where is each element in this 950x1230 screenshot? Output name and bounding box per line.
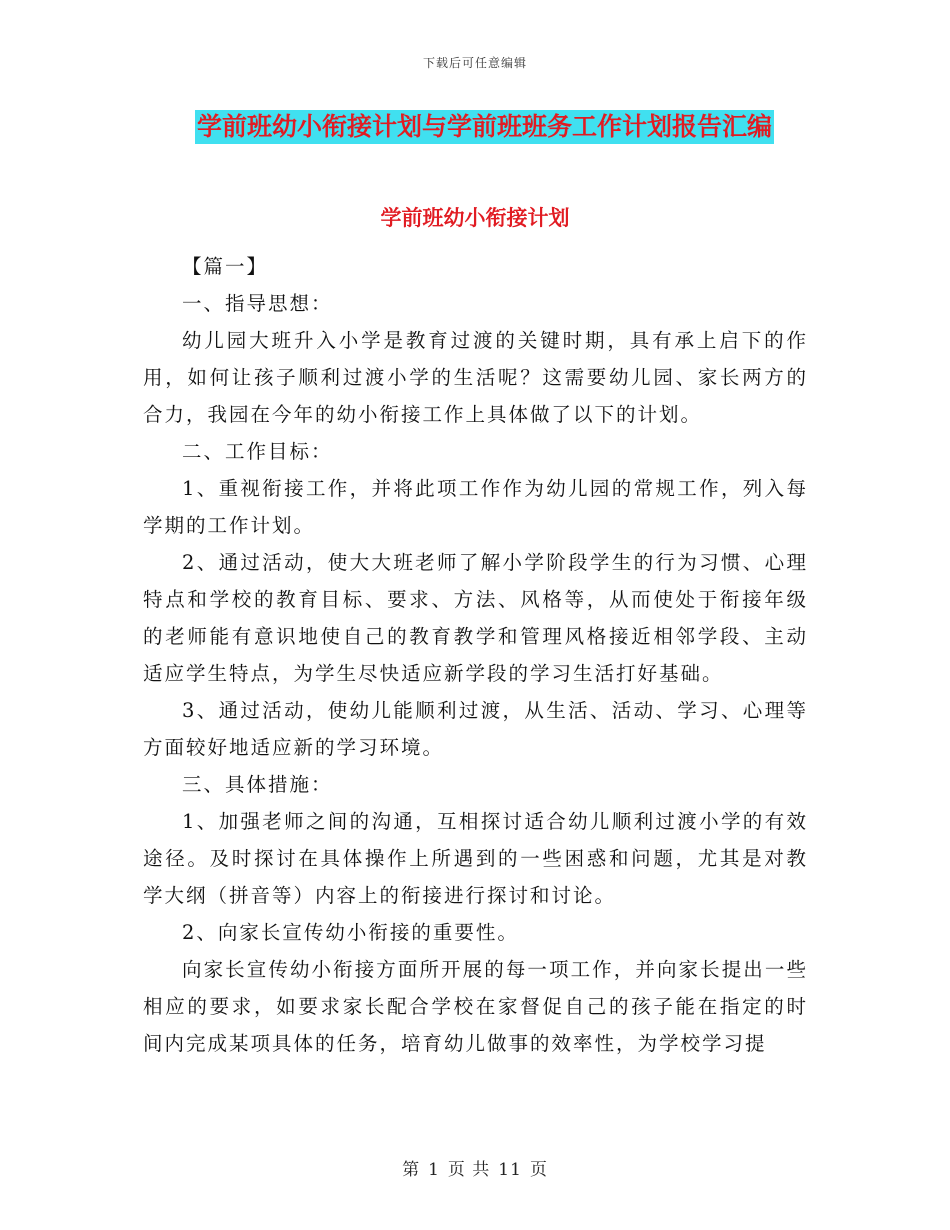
section-title: 学前班幼小衔接计划: [380, 206, 570, 230]
paragraph: 2、向家长宣传幼小衔接的重要性。: [182, 921, 519, 944]
paragraph: 1、加强老师之间的沟通，互相探讨适合幼儿顺利过渡小学的有效途径。及时探讨在具体操作上所遇到的一些困惑和问题，尤其是对教学大纲（拼音等）内容上的衔接进行探讨和讨论。: [143, 810, 808, 907]
document-body: [143, 248, 808, 1062]
paragraph: 2、通过活动，使大大班老师了解小学阶段学生的行为习惯、心理特点和学校的教育目标、要求、方法、风格等，从而使处于衔接年级的老师能有意识地使自己的教育教学和管理风格接近相邻学段、主动适应学生特点，为学生尽快适应新学段的学习生活打好基础。: [143, 551, 808, 685]
section-heading: 三、具体措施：: [182, 773, 333, 796]
paragraph: 幼儿园大班升入小学是教育过渡的关键时期，具有承上启下的作用，如何让孩子顺利过渡小学的生活呢？这需要幼儿园、家长两方的合力，我园在今年的幼小衔接工作上具体做了以下的计划。: [143, 329, 808, 426]
section-heading: 二、工作目标：: [182, 440, 333, 463]
paragraph: 向家长宣传幼小衔接方面所开展的每一项工作，并向家长提出一些相应的要求，如要求家长配合学校在家督促自己的孩子能在指定的时间内完成某项具体的任务，培育幼儿做事的效率性，为学校学习提: [143, 958, 808, 1055]
paragraph: 3、通过活动，使幼儿能顺利过渡，从生活、活动、学习、心理等方面较好地适应新的学习环境。: [143, 699, 808, 759]
paragraph-label: 【篇一】: [182, 255, 269, 278]
document-title: 学前班幼小衔接计划与学前班班务工作计划报告汇编: [195, 110, 774, 144]
page-total: 11: [498, 1160, 522, 1180]
paragraph: 1、重视衔接工作，并将此项工作作为幼儿园的常规工作，列入每学期的工作计划。: [143, 477, 808, 537]
footer-prefix: 第: [402, 1160, 421, 1180]
page-number: 1: [428, 1160, 440, 1180]
footer-mid: 页 共: [447, 1160, 491, 1180]
page-footer: [0, 1155, 950, 1180]
footer-suffix: 页: [529, 1160, 548, 1180]
section-heading: 一、指导思想：: [182, 292, 333, 315]
header-note: 下载后可任意编辑: [422, 56, 527, 70]
